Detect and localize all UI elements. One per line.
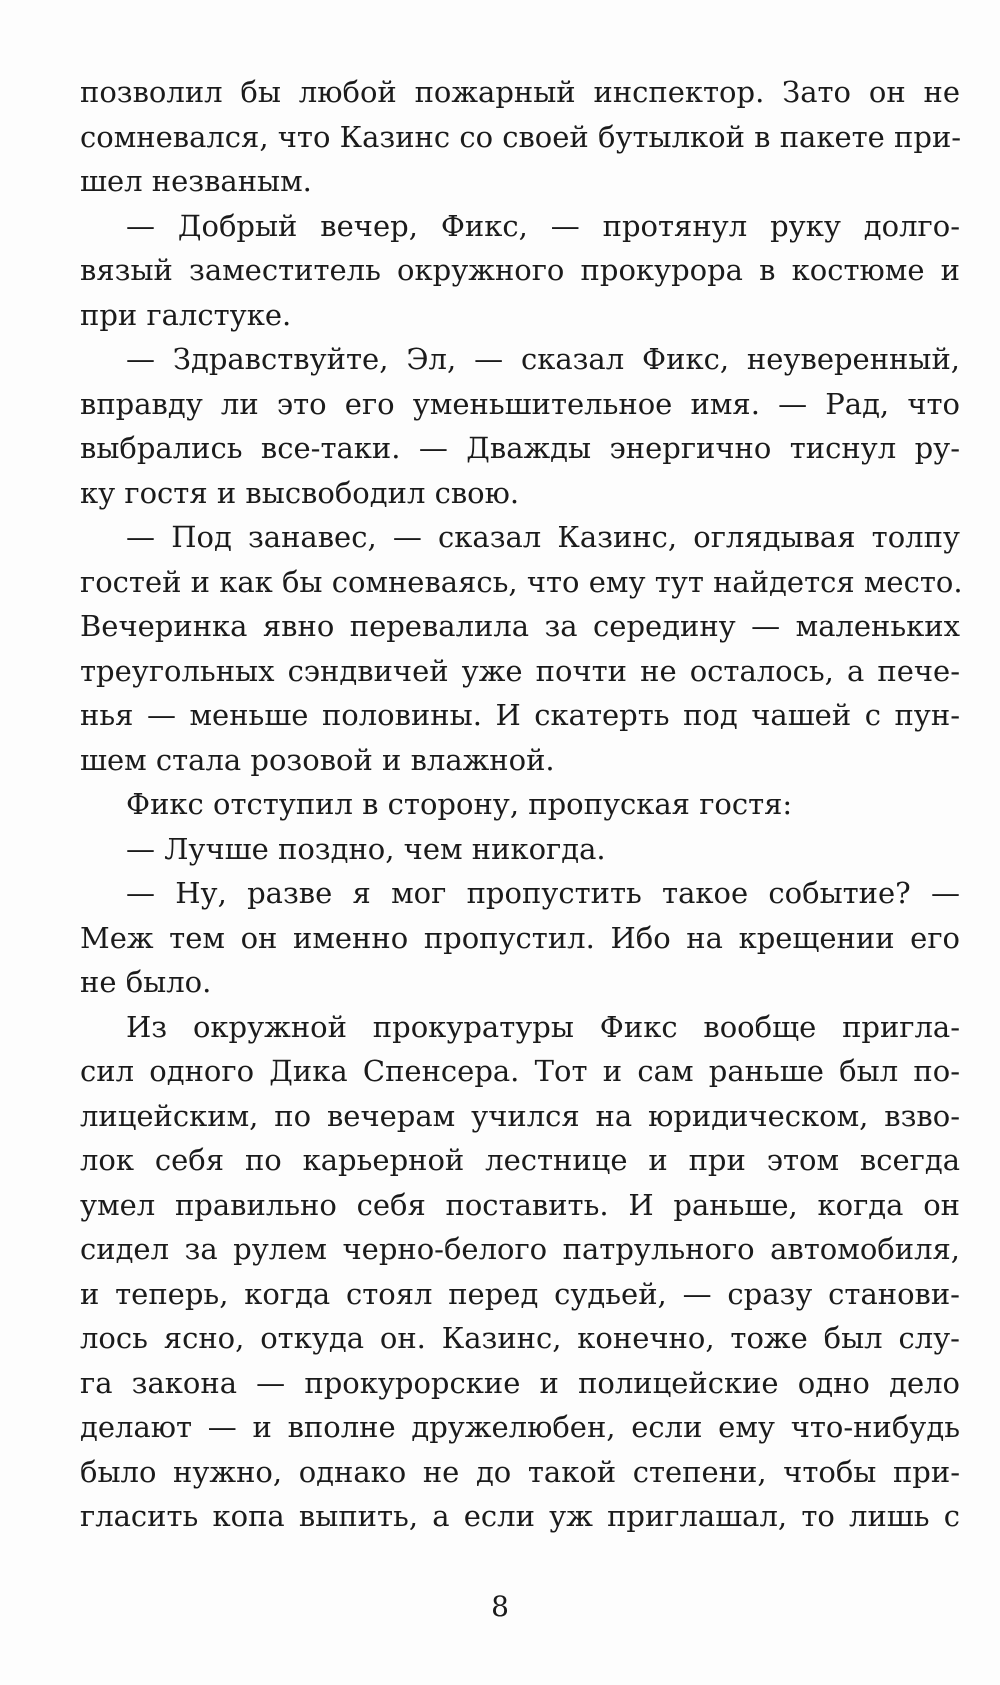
text-line: Вечеринка явно перевалила за середину — маленьких <box>80 609 960 643</box>
text-line: делают — и вполне дружелюбен, если ему что-нибудь <box>80 1410 960 1444</box>
text-line: шел незваным. <box>80 164 312 198</box>
text-line: умел правильно себя поставить. И раньше, когда он <box>80 1187 960 1222</box>
text-line: — Здравствуйте, Эл, — сказал Фикс, неуверенный, <box>126 342 960 376</box>
text-line: нья — меньше половины. И скатерть под чашей с пун- <box>80 698 960 732</box>
text-line: гласить копа выпить, а если уж приглашал, то лишь с <box>80 1499 960 1533</box>
text-line: га закона — прокурорские и полицейские одно дело <box>80 1365 960 1400</box>
text-line: сомневался, что Казинс со своей бутылкой в пакете при- <box>80 119 962 154</box>
text-line: Фикс отступил в сторону, пропуская гостя: <box>126 787 793 821</box>
text-line: Меж тем он именно пропустил. Ибо на крещении его <box>80 920 960 955</box>
text-line: Из окружной прокуратуры Фикс вообще пригла- <box>126 1009 960 1044</box>
text-line: — Лучше поздно, чем никогда. <box>126 831 606 866</box>
text-line: сил одного Дика Спенсера. Тот и сам раньше был по- <box>80 1054 960 1088</box>
text-line: не было. <box>80 965 212 999</box>
text-line: и теперь, когда стоял перед судьей, — сразу станови- <box>80 1276 960 1311</box>
text-line: сидел за рулем черно-белого патрульного автомобиля, <box>80 1232 960 1266</box>
text-line: — Под занавес, — сказал Казинс, оглядывая толпу <box>126 520 960 554</box>
text-line: было нужно, однако не до такой степени, чтобы при- <box>80 1454 960 1489</box>
text-line: ку гостя и высвободил свою. <box>80 475 520 510</box>
text-line: лось ясно, откуда он. Казинс, конечно, тоже был слу- <box>80 1321 960 1355</box>
text-line: — Ну, разве я мог пропустить такое событие? — <box>126 876 960 910</box>
page-number: 8 <box>491 1590 509 1623</box>
text-line: гостей и как бы сомневаясь, что ему тут найдется место. <box>80 564 963 599</box>
text-line: позволил бы любой пожарный инспектор. Зато он не <box>80 75 960 109</box>
text-line: вязый заместитель окружного прокурора в костюме и <box>80 253 960 287</box>
text-line: шем стала розовой и влажной. <box>80 742 555 777</box>
text-line: выбрались все-таки. — Дважды энергично тиснул ру- <box>80 431 960 465</box>
text-line: лок себя по карьерной лестнице и при этом всегда <box>80 1143 960 1177</box>
body-text <box>80 70 963 1539</box>
text-line: лицейским, по вечерам учился на юридическом, взво- <box>80 1098 960 1133</box>
text-line: вправду ли это его уменьшительное имя. — Рад, что <box>80 386 960 421</box>
text-line: — Добрый вечер, Фикс, — протянул руку долго- <box>126 208 960 243</box>
text-line: треугольных сэндвичей уже почти не осталось, а пече- <box>80 653 960 688</box>
text-line: при галстуке. <box>80 297 292 332</box>
